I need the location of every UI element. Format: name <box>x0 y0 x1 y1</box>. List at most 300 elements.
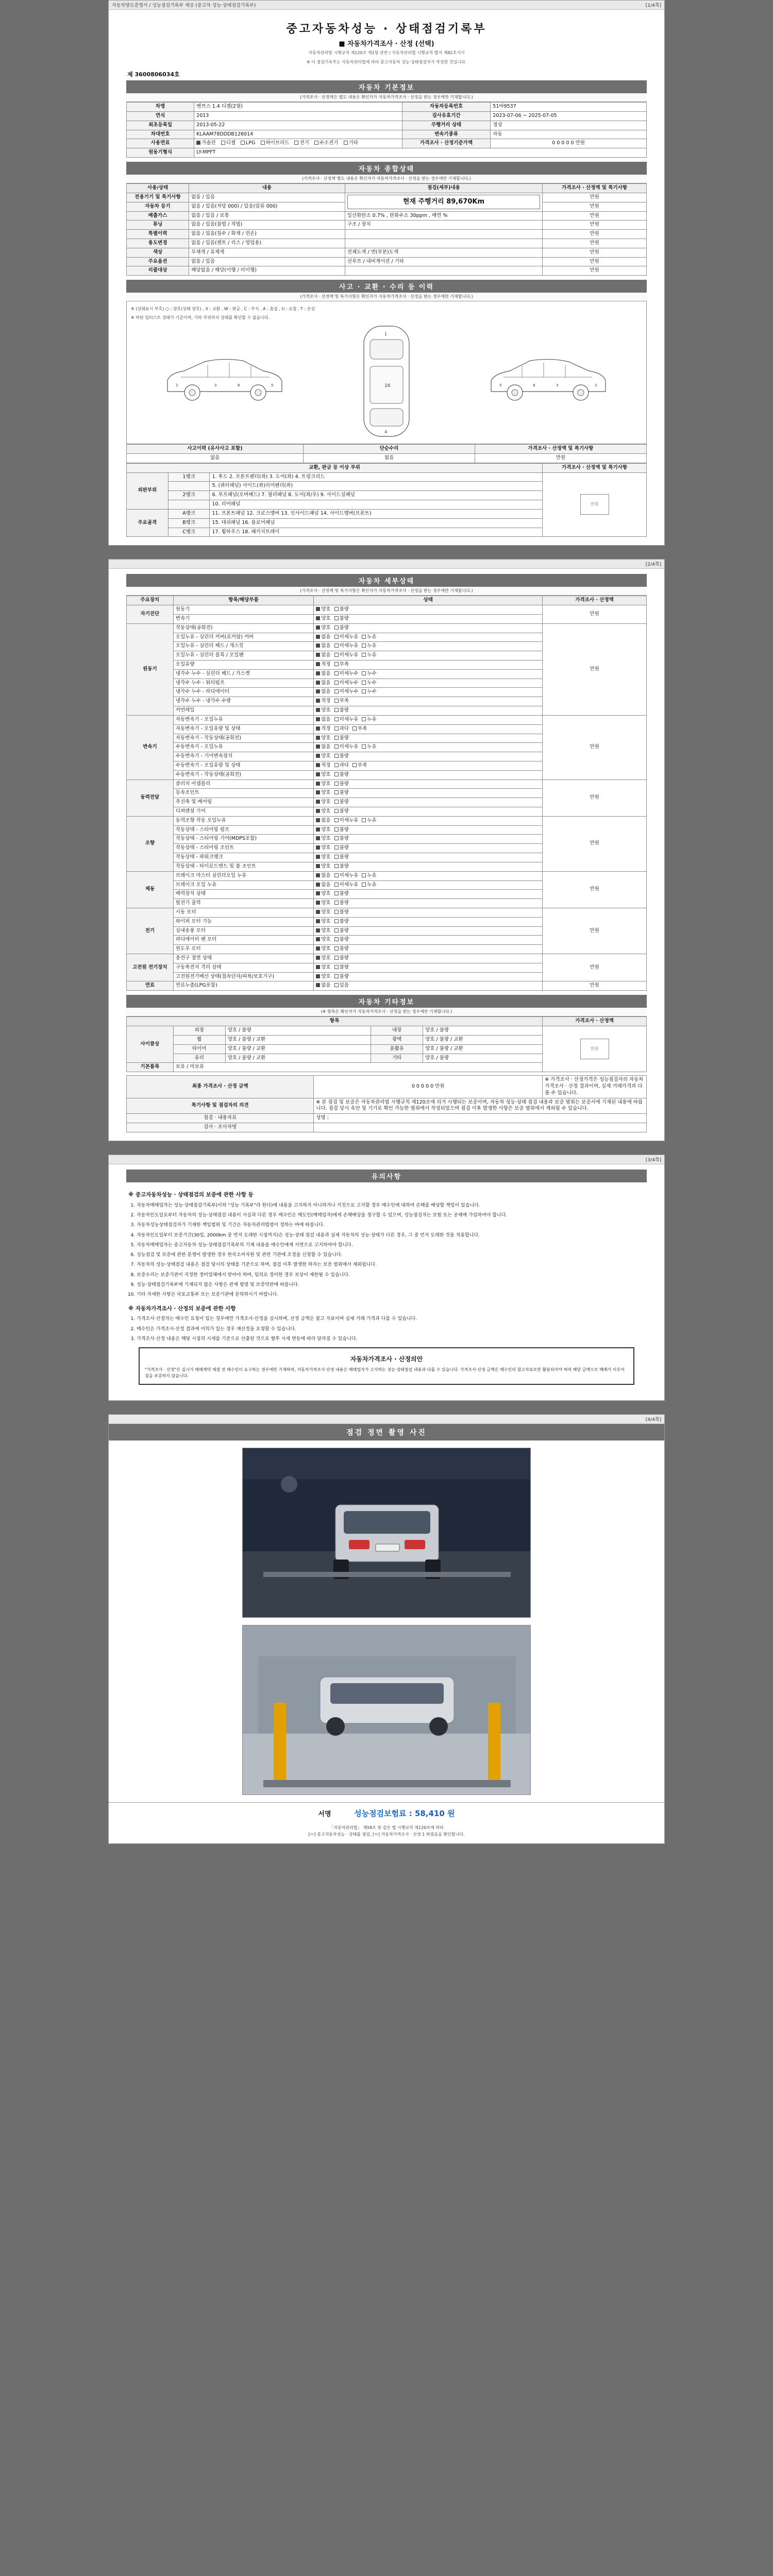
checkbox-icon[interactable] <box>334 726 339 731</box>
checkbox-icon[interactable] <box>334 662 339 666</box>
checkbox-icon[interactable] <box>334 625 339 630</box>
detail-option[interactable] <box>334 974 349 980</box>
checkbox-icon[interactable] <box>362 653 366 657</box>
detail-option[interactable] <box>334 946 349 953</box>
detail-option[interactable] <box>334 698 349 705</box>
checkbox-icon[interactable] <box>316 763 320 767</box>
detail-option[interactable] <box>334 854 349 861</box>
checkbox-icon[interactable] <box>316 754 320 758</box>
detail-item-options[interactable] <box>314 954 543 963</box>
checkbox-icon[interactable] <box>334 818 339 822</box>
detail-option[interactable] <box>316 662 330 668</box>
detail-item-options[interactable] <box>314 871 543 880</box>
detail-item-options[interactable] <box>314 963 543 972</box>
row-state[interactable]: 없음 / 있음 <box>189 257 345 266</box>
detail-option[interactable] <box>316 827 330 834</box>
col-header: 가격조사 · 산정액 <box>543 596 647 605</box>
checkbox-icon[interactable] <box>316 983 320 987</box>
detail-option[interactable] <box>334 753 349 760</box>
row-price: 만원 <box>543 221 647 230</box>
detail-option[interactable] <box>316 735 330 742</box>
checkbox-icon[interactable] <box>316 726 320 731</box>
detail-item-options[interactable] <box>314 706 543 716</box>
detail-item-options[interactable] <box>314 697 543 706</box>
detail-option[interactable] <box>334 707 349 714</box>
checkbox-icon[interactable] <box>316 827 320 832</box>
checkbox-icon[interactable] <box>362 635 366 639</box>
checkbox-icon[interactable] <box>362 717 366 721</box>
detail-option[interactable] <box>334 744 359 751</box>
detail-option[interactable] <box>334 652 359 659</box>
detail-option[interactable] <box>334 909 349 916</box>
detail-option[interactable] <box>362 717 376 723</box>
detail-item-label: 냉각수 누수 - 워터펌프 <box>173 679 313 688</box>
detail-item-options[interactable] <box>314 660 543 670</box>
detail-group-name: 제동 <box>127 871 174 908</box>
checkbox-icon[interactable] <box>334 946 339 951</box>
detail-option[interactable] <box>334 808 349 815</box>
checkbox-icon[interactable] <box>362 818 366 822</box>
detail-option[interactable] <box>316 643 330 650</box>
detail-option[interactable] <box>362 671 376 677</box>
checkbox-icon[interactable] <box>316 736 320 740</box>
fuel-option[interactable] <box>314 140 339 147</box>
checkbox-icon[interactable] <box>221 141 225 145</box>
checkbox-icon[interactable] <box>316 790 320 794</box>
detail-item-options[interactable] <box>314 752 543 761</box>
checkbox-icon[interactable] <box>334 717 339 721</box>
fuel-option[interactable] <box>294 140 309 147</box>
checkbox-icon[interactable] <box>334 974 339 978</box>
checkbox-icon[interactable] <box>334 671 339 675</box>
detail-item-options[interactable] <box>314 669 543 679</box>
detail-group-price: 만원 <box>543 954 647 981</box>
row-state[interactable]: 양호 / 불량 / 교환 <box>225 1054 371 1063</box>
checkbox-icon[interactable] <box>334 699 339 703</box>
checkbox-icon[interactable] <box>316 635 320 639</box>
checkbox-icon[interactable] <box>334 809 339 813</box>
row-state[interactable]: 없음 / 있음(불법 / 적법) <box>189 221 345 230</box>
detail-option[interactable] <box>334 762 349 769</box>
checkbox-icon[interactable] <box>334 965 339 969</box>
detail-item-options[interactable] <box>314 688 543 697</box>
detail-item-options[interactable] <box>314 633 543 642</box>
detail-option[interactable] <box>334 891 349 897</box>
detail-item-options[interactable] <box>314 926 543 936</box>
checkbox-icon[interactable] <box>316 717 320 721</box>
detail-option[interactable] <box>334 772 349 778</box>
checkbox-icon[interactable] <box>334 983 339 987</box>
detail-item-options[interactable] <box>314 807 543 817</box>
checkbox-icon[interactable] <box>334 616 339 620</box>
checkbox-icon[interactable] <box>334 919 339 923</box>
detail-item-options[interactable] <box>314 917 543 926</box>
detail-item-label: 브레이크 오일 누유 <box>173 880 313 890</box>
detail-option[interactable] <box>316 772 330 778</box>
detail-item-options[interactable] <box>314 835 543 844</box>
detail-option[interactable] <box>334 680 359 687</box>
detail-option[interactable] <box>352 726 367 733</box>
detail-item-options[interactable] <box>314 844 543 853</box>
detail-item-options[interactable] <box>314 972 543 981</box>
checkbox-icon[interactable] <box>334 790 339 794</box>
checkbox-icon[interactable] <box>334 736 339 740</box>
row-state[interactable]: 없음 / 있음(저당 000) / 있음(압류 000) <box>189 202 345 211</box>
row-state[interactable]: 양호 / 불량 <box>225 1026 371 1036</box>
accident-value[interactable]: 없음 <box>127 454 304 463</box>
checkbox-icon[interactable] <box>316 956 320 960</box>
detail-option[interactable] <box>316 891 330 897</box>
detail-item-options[interactable] <box>314 761 543 770</box>
checkbox-icon[interactable] <box>316 744 320 749</box>
vehicle-photo-lift[interactable] <box>242 1625 531 1795</box>
detail-option[interactable] <box>316 744 330 751</box>
checkbox-icon[interactable] <box>316 891 320 895</box>
detail-option[interactable] <box>334 827 349 834</box>
checkbox-icon[interactable] <box>362 744 366 749</box>
checkbox-icon[interactable] <box>362 873 366 877</box>
detail-option[interactable] <box>334 818 359 824</box>
row-state-2[interactable]: 양호 / 불량 / 교환 <box>423 1044 543 1054</box>
vehicle-photo-rear[interactable] <box>242 1448 531 1618</box>
detail-item-options[interactable] <box>314 651 543 660</box>
detail-option[interactable] <box>316 762 330 769</box>
checkbox-icon[interactable] <box>334 928 339 933</box>
fuel-option[interactable] <box>221 140 236 147</box>
base-items-value[interactable]: 보유 / 미보유 <box>173 1063 542 1072</box>
fuel-option[interactable] <box>261 140 290 147</box>
checkbox-icon[interactable] <box>316 708 320 712</box>
detail-option[interactable] <box>316 863 330 870</box>
checkbox-icon[interactable] <box>334 635 339 639</box>
row-state[interactable]: 양호 / 불량 / 교환 <box>225 1035 371 1044</box>
checkbox-icon[interactable] <box>316 845 320 850</box>
checkbox-icon[interactable] <box>334 763 339 767</box>
vehicle-rear-photo-icon <box>243 1448 531 1618</box>
row-state[interactable]: 없음 / 있음(침수 / 화재 / 전손) <box>189 230 345 239</box>
checkbox-icon[interactable] <box>316 772 320 776</box>
detail-option[interactable] <box>316 799 330 806</box>
detail-option[interactable] <box>334 717 359 723</box>
row-state-2[interactable]: 양호 / 불량 <box>423 1054 543 1063</box>
detail-item-options[interactable] <box>314 623 543 633</box>
detail-option[interactable] <box>316 726 330 733</box>
checkbox-icon[interactable] <box>334 681 339 685</box>
detail-option[interactable] <box>334 900 349 907</box>
detail-option-label: 없음 <box>321 643 331 649</box>
detail-item-options[interactable] <box>314 908 543 917</box>
detail-option[interactable] <box>316 753 330 760</box>
detail-option[interactable] <box>362 680 376 687</box>
checkbox-icon[interactable] <box>316 818 320 822</box>
detail-option[interactable] <box>316 707 330 714</box>
checkbox-icon[interactable] <box>316 965 320 969</box>
checkbox-icon[interactable] <box>316 689 320 693</box>
detail-option[interactable] <box>316 882 330 889</box>
detail-option[interactable] <box>334 606 349 613</box>
checkbox-icon[interactable] <box>241 141 245 145</box>
detail-item-options[interactable] <box>314 679 543 688</box>
checkbox-icon[interactable] <box>334 643 339 648</box>
detail-option[interactable] <box>334 662 349 668</box>
detail-group-name: 고전원 전기장치 <box>127 954 174 981</box>
detail-item-options[interactable] <box>314 614 543 623</box>
checkbox-icon[interactable] <box>362 883 366 887</box>
detail-group-price: 만원 <box>543 871 647 908</box>
detail-option[interactable] <box>334 955 349 962</box>
detail-option[interactable] <box>316 974 330 980</box>
row-state-2[interactable]: 양호 / 불량 / 교환 <box>423 1035 543 1044</box>
checkbox-icon[interactable] <box>334 708 339 712</box>
checkbox-icon[interactable] <box>334 956 339 960</box>
detail-option[interactable] <box>334 928 349 935</box>
detail-option[interactable] <box>362 689 376 696</box>
checkbox-icon[interactable] <box>316 643 320 648</box>
fuel-option[interactable] <box>344 140 358 147</box>
checkbox-icon[interactable] <box>316 928 320 933</box>
detail-item-options[interactable] <box>314 890 543 899</box>
detail-option[interactable] <box>334 735 349 742</box>
detail-item-options[interactable] <box>314 734 543 743</box>
detail-option[interactable] <box>334 634 359 641</box>
checkbox-icon[interactable] <box>334 772 339 776</box>
detail-option[interactable] <box>316 845 330 852</box>
checkbox-icon[interactable] <box>316 855 320 859</box>
checkbox-icon[interactable] <box>314 141 318 145</box>
detail-item-label: 와이퍼 모터 기능 <box>173 917 313 926</box>
detail-item-options[interactable] <box>314 816 543 825</box>
detail-item-options[interactable] <box>314 899 543 908</box>
detail-item-options[interactable] <box>314 798 543 807</box>
detail-option[interactable] <box>362 643 376 650</box>
detail-option[interactable] <box>316 689 330 696</box>
checkbox-icon[interactable] <box>334 937 339 941</box>
detail-option[interactable] <box>316 982 330 989</box>
row-state[interactable]: 없음 / 있음(렌트 / 리스 / 영업용) <box>189 239 345 248</box>
row-label: 색상 <box>127 248 189 257</box>
checkbox-icon[interactable] <box>362 689 366 693</box>
checkbox-icon[interactable] <box>316 901 320 905</box>
checkbox-icon[interactable] <box>316 946 320 951</box>
detail-option[interactable] <box>334 863 349 870</box>
detail-group-name: 원동기 <box>127 623 174 715</box>
sign-row-value[interactable]: 성명 : <box>314 1114 647 1123</box>
detail-option[interactable] <box>316 964 330 971</box>
tier-text: 5. (쿼터패널) 사이드(좌)리어펜더(좌) <box>210 482 543 491</box>
detail-option[interactable] <box>316 781 330 788</box>
detail-option[interactable] <box>316 955 330 962</box>
detail-item-options[interactable] <box>314 862 543 871</box>
row-state[interactable]: 양호 / 불량 / 교환 <box>225 1044 371 1054</box>
row-state-2[interactable]: 양호 / 불량 <box>423 1026 543 1036</box>
checkbox-icon[interactable] <box>334 782 339 786</box>
detail-item-options[interactable] <box>314 880 543 890</box>
detail-item-options[interactable] <box>314 936 543 945</box>
detail-option[interactable] <box>316 680 330 687</box>
detail-option[interactable] <box>316 946 330 953</box>
checkbox-icon[interactable] <box>316 800 320 804</box>
checkbox-icon[interactable] <box>334 754 339 758</box>
detail-option[interactable] <box>316 808 330 815</box>
checkbox-icon[interactable] <box>316 873 320 877</box>
checkbox-icon[interactable] <box>334 883 339 887</box>
detail-option[interactable] <box>316 634 330 641</box>
row-label-2: 내장 <box>371 1026 423 1036</box>
detail-option[interactable] <box>316 790 330 796</box>
detail-item-options[interactable] <box>314 789 543 798</box>
damage-diagram <box>126 301 647 444</box>
detail-option[interactable] <box>334 882 359 889</box>
detail-option[interactable] <box>334 836 349 842</box>
checkbox-icon[interactable] <box>334 855 339 859</box>
detail-item-options[interactable] <box>314 770 543 779</box>
checkbox-icon[interactable] <box>316 910 320 914</box>
signature-label: 서명 <box>318 1810 331 1819</box>
detail-option[interactable] <box>334 982 349 989</box>
checkbox-icon[interactable] <box>334 891 339 895</box>
checkbox-icon[interactable] <box>334 607 339 611</box>
checkbox-icon[interactable] <box>352 726 357 731</box>
row-state[interactable]: 없음 / 있음 / 보통 <box>189 211 345 221</box>
fuel-option[interactable] <box>241 140 255 147</box>
checkbox-icon[interactable] <box>316 782 320 786</box>
row-state[interactable]: 없음 / 있음 <box>189 193 345 202</box>
checkbox-icon[interactable] <box>316 864 320 868</box>
checkbox-icon[interactable] <box>316 681 320 685</box>
detail-option[interactable] <box>316 919 330 925</box>
detail-option[interactable] <box>316 652 330 659</box>
checkbox-icon[interactable] <box>334 800 339 804</box>
checkbox-icon[interactable] <box>352 763 357 767</box>
detail-option[interactable] <box>316 717 330 723</box>
detail-option[interactable] <box>316 873 330 879</box>
row-state[interactable]: 해당없음 / 해당(이행 / 미이행) <box>189 266 345 276</box>
detail-option[interactable] <box>316 818 330 824</box>
detail-option[interactable] <box>316 937 330 943</box>
detail-option[interactable] <box>316 698 330 705</box>
detail-option[interactable] <box>362 873 376 879</box>
checkbox-icon[interactable] <box>316 883 320 887</box>
checkbox-icon[interactable] <box>362 681 366 685</box>
detail-option[interactable] <box>362 634 376 641</box>
row-state[interactable]: 무채색 / 유채색 <box>189 248 345 257</box>
svg-text:2: 2 <box>594 383 597 388</box>
detail-option[interactable] <box>334 671 359 677</box>
checkbox-icon[interactable] <box>334 744 339 749</box>
detail-item-options[interactable] <box>314 779 543 789</box>
detail-option[interactable] <box>334 689 359 696</box>
checkbox-icon[interactable] <box>316 699 320 703</box>
checkbox-icon[interactable] <box>362 671 366 675</box>
detail-option[interactable] <box>362 818 376 824</box>
checkbox-icon[interactable] <box>316 653 320 657</box>
detail-item-options[interactable] <box>314 945 543 954</box>
detail-option[interactable] <box>316 928 330 935</box>
detail-option[interactable] <box>334 937 349 943</box>
detail-option[interactable] <box>334 919 349 925</box>
detail-option[interactable] <box>334 799 349 806</box>
detail-option[interactable] <box>334 873 359 879</box>
detail-item-options[interactable] <box>314 715 543 724</box>
detail-item-options[interactable] <box>314 642 543 651</box>
detail-option[interactable] <box>334 643 359 650</box>
detail-item-label: 냉각수 누수 - 냉각수 수량 <box>173 697 313 706</box>
detail-option[interactable] <box>334 781 349 788</box>
row-price: 만원 <box>543 202 647 211</box>
checkbox-icon[interactable] <box>196 141 200 145</box>
checkbox-icon[interactable] <box>316 616 320 620</box>
checkbox-icon[interactable] <box>334 864 339 868</box>
detail-option[interactable] <box>316 909 330 916</box>
detail-item-options[interactable] <box>314 605 543 615</box>
checkbox-icon[interactable] <box>334 910 339 914</box>
checkbox-icon[interactable] <box>362 643 366 648</box>
detail-option[interactable] <box>316 836 330 842</box>
checkbox-icon[interactable] <box>334 653 339 657</box>
detail-option[interactable] <box>334 964 349 971</box>
detail-option[interactable] <box>316 671 330 677</box>
detail-option[interactable] <box>316 606 330 613</box>
detail-option[interactable] <box>334 845 349 852</box>
detail-option[interactable] <box>362 744 376 751</box>
detail-item-options[interactable] <box>314 981 543 991</box>
detail-item-options[interactable] <box>314 853 543 862</box>
svg-text:16: 16 <box>384 383 391 389</box>
detail-option[interactable] <box>362 882 376 889</box>
checkbox-icon[interactable] <box>334 873 339 877</box>
detail-item-options[interactable] <box>314 743 543 752</box>
detail-option[interactable] <box>316 900 330 907</box>
detail-option[interactable] <box>362 652 376 659</box>
checkbox-icon[interactable] <box>261 141 265 145</box>
detail-option[interactable] <box>334 625 349 632</box>
checkbox-icon[interactable] <box>316 625 320 630</box>
checkbox-icon[interactable] <box>316 662 320 666</box>
checkbox-icon[interactable] <box>344 141 348 145</box>
row-label: 주요옵션 <box>127 257 189 266</box>
fuel-options[interactable] <box>194 139 402 148</box>
detail-option[interactable] <box>316 616 330 622</box>
checkbox-icon[interactable] <box>316 836 320 840</box>
checkbox-icon[interactable] <box>334 827 339 832</box>
detail-option[interactable] <box>352 762 367 769</box>
checkbox-icon[interactable] <box>294 141 298 145</box>
checkbox-icon[interactable] <box>334 836 339 840</box>
detail-option-label: 과다 <box>339 725 349 732</box>
detail-option[interactable] <box>334 726 349 733</box>
detail-option[interactable] <box>316 854 330 861</box>
checkbox-icon[interactable] <box>334 689 339 693</box>
tier-label: A랭크 <box>168 509 210 518</box>
checkbox-icon[interactable] <box>316 809 320 813</box>
checkbox-icon[interactable] <box>316 937 320 941</box>
detail-option[interactable] <box>334 616 349 622</box>
sign-row-value-2[interactable] <box>314 1123 647 1132</box>
detail-option[interactable] <box>316 625 330 632</box>
detail-item-options[interactable] <box>314 825 543 835</box>
fuel-option[interactable] <box>196 140 216 147</box>
checkbox-icon[interactable] <box>316 607 320 611</box>
checkbox-icon[interactable] <box>334 901 339 905</box>
detail-item-options[interactable] <box>314 724 543 734</box>
checkbox-icon[interactable] <box>316 919 320 923</box>
checkbox-icon[interactable] <box>316 974 320 978</box>
simple-repair-value[interactable]: 없음 <box>304 454 475 463</box>
checkbox-icon[interactable] <box>316 671 320 675</box>
document-subtitle: ■ 자동차가격조사 · 산정 (선택) <box>339 40 434 48</box>
checkbox-icon[interactable] <box>334 845 339 850</box>
detail-option[interactable] <box>334 790 349 796</box>
